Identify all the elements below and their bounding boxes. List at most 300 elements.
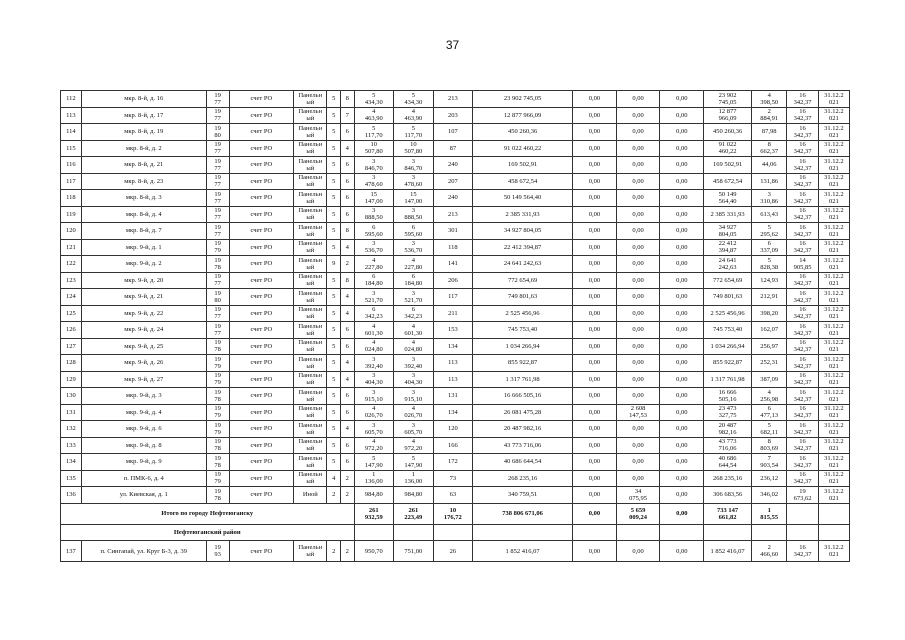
cell-area1: 3 521,70	[354, 289, 394, 306]
cell-wall: Панельн ый	[294, 190, 327, 207]
cell-addr: мкр. 9-й, д. 4	[81, 404, 206, 421]
cell-tot: 24 641 242,63	[704, 256, 752, 273]
cell-area2: 6 184,80	[394, 272, 434, 289]
cell-tot: 40 686 644,54	[704, 454, 752, 471]
cell-addr: мкр. 8-й, д. 2	[81, 140, 206, 157]
cell-res: 240	[433, 157, 473, 174]
cell-area2: 4 463,90	[394, 107, 434, 124]
cell-lim: 16 342,37	[787, 272, 818, 289]
cell-tot: 458 672,54	[704, 173, 752, 190]
cell-per: 2 884,91	[752, 107, 787, 124]
cell-res: 63	[433, 487, 473, 504]
total-tot: 733 147 661,82	[704, 503, 752, 524]
cell-addr: мкр. 9-й, д. 24	[81, 322, 206, 339]
section-empty	[660, 524, 704, 541]
cell-n: 123	[61, 272, 82, 289]
cell-tot: 20 487 982,16	[704, 421, 752, 438]
cell-date: 31.12.2 021	[818, 173, 849, 190]
cell-n: 115	[61, 140, 82, 157]
section-row	[61, 524, 850, 541]
cell-date: 31.12.2 021	[818, 371, 849, 388]
cell-fund: счет РО	[229, 190, 294, 207]
cell-addr: мкр. 8-й, д. 23	[81, 173, 206, 190]
cell-fund: счет РО	[229, 421, 294, 438]
cell-addr: мкр. 9-й, д. 26	[81, 355, 206, 372]
cell-cost: 450 260,36	[473, 124, 573, 141]
total-res: 10 176,72	[433, 503, 473, 524]
cell-area2: 4 601,30	[394, 322, 434, 339]
table-row	[61, 272, 850, 289]
cell-ent: 6	[340, 124, 354, 141]
cell-area1: 1 136,00	[354, 470, 394, 487]
cell-ent: 6	[340, 206, 354, 223]
total-empty	[787, 503, 818, 524]
cell-z2: 0,00	[616, 223, 660, 240]
table-row	[61, 190, 850, 207]
cell-ent: 4	[340, 421, 354, 438]
cell-area2: 984,80	[394, 487, 434, 504]
table-row	[61, 355, 850, 372]
cell-wall: Панельн ый	[294, 541, 327, 562]
cell-tot: 772 654,69	[704, 272, 752, 289]
cell-z2: 0,00	[616, 421, 660, 438]
cell-lim: 16 342,37	[787, 421, 818, 438]
cell-n: 128	[61, 355, 82, 372]
cell-lim: 16 342,37	[787, 140, 818, 157]
cell-ent: 6	[340, 338, 354, 355]
cell-area1: 3 846,70	[354, 157, 394, 174]
cell-lim: 16 342,37	[787, 437, 818, 454]
cell-floors: 5	[327, 107, 341, 124]
cell-cost: 20 487 982,16	[473, 421, 573, 438]
cell-n: 125	[61, 305, 82, 322]
cell-date: 31.12.2 021	[818, 140, 849, 157]
cell-addr: ул. Киевская, д. 1	[81, 487, 206, 504]
cell-cost: 745 753,40	[473, 322, 573, 339]
cell-lim: 16 342,37	[787, 289, 818, 306]
cell-date: 31.12.2 021	[818, 107, 849, 124]
cell-z3: 0,00	[660, 124, 704, 141]
table-row	[61, 437, 850, 454]
cell-wall: Панельн ый	[294, 305, 327, 322]
cell-z2: 0,00	[616, 305, 660, 322]
cell-date: 31.12.2 021	[818, 421, 849, 438]
cell-year: 19 77	[206, 322, 229, 339]
cell-wall: Панельн ый	[294, 91, 327, 108]
cell-n: 134	[61, 454, 82, 471]
cell-area1: 4 024,80	[354, 338, 394, 355]
cell-z2: 0,00	[616, 91, 660, 108]
section-empty	[394, 524, 434, 541]
cell-floors: 2	[327, 541, 341, 562]
cell-z3: 0,00	[660, 338, 704, 355]
cell-cost: 772 654,69	[473, 272, 573, 289]
cell-area1: 3 888,50	[354, 206, 394, 223]
cell-year: 19 80	[206, 289, 229, 306]
cell-cost: 16 666 505,16	[473, 388, 573, 405]
cell-res: 211	[433, 305, 473, 322]
cell-cost: 40 686 644,54	[473, 454, 573, 471]
cell-tot: 2 525 456,96	[704, 305, 752, 322]
cell-area1: 5 117,70	[354, 124, 394, 141]
cell-z3: 0,00	[660, 421, 704, 438]
cell-ent: 6	[340, 157, 354, 174]
cell-fund: счет РО	[229, 388, 294, 405]
cell-wall: Панельн ый	[294, 454, 327, 471]
cell-floors: 5	[327, 173, 341, 190]
cell-per: 124,93	[752, 272, 787, 289]
cell-floors: 5	[327, 305, 341, 322]
cell-area2: 4 024,80	[394, 338, 434, 355]
cell-z3: 0,00	[660, 289, 704, 306]
cell-wall: Панельн ый	[294, 322, 327, 339]
cell-z1: 0,00	[573, 239, 617, 256]
cell-cost: 22 412 394,87	[473, 239, 573, 256]
cell-floors: 5	[327, 157, 341, 174]
cell-floors: 5	[327, 388, 341, 405]
table-row	[61, 371, 850, 388]
section-empty	[704, 524, 752, 541]
cell-cost: 1 852 416,07	[473, 541, 573, 562]
cell-n: 117	[61, 173, 82, 190]
cell-z1: 0,00	[573, 355, 617, 372]
cell-area1: 3 536,70	[354, 239, 394, 256]
cell-ent: 4	[340, 140, 354, 157]
cell-z2: 0,00	[616, 355, 660, 372]
cell-ent: 4	[340, 289, 354, 306]
cell-z3: 0,00	[660, 223, 704, 240]
cell-z2: 0,00	[616, 256, 660, 273]
cell-area1: 5 147,90	[354, 454, 394, 471]
cell-per: 5 828,38	[752, 256, 787, 273]
cell-area1: 15 147,00	[354, 190, 394, 207]
housing-repair-table	[60, 90, 850, 562]
cell-per: 87,98	[752, 124, 787, 141]
cell-area2: 3 404,30	[394, 371, 434, 388]
cell-area2: 4 026,70	[394, 404, 434, 421]
cell-per: 256,97	[752, 338, 787, 355]
cell-lim: 16 342,37	[787, 338, 818, 355]
section-empty	[787, 524, 818, 541]
cell-date: 31.12.2 021	[818, 338, 849, 355]
cell-area2: 5 434,30	[394, 91, 434, 108]
cell-area1: 4 601,30	[354, 322, 394, 339]
cell-res: 207	[433, 173, 473, 190]
cell-area2: 4 972,20	[394, 437, 434, 454]
cell-z1: 0,00	[573, 470, 617, 487]
cell-cost: 23 902 745,05	[473, 91, 573, 108]
cell-tot: 2 385 331,93	[704, 206, 752, 223]
cell-lim: 16 342,37	[787, 322, 818, 339]
cell-z2: 0,00	[616, 272, 660, 289]
cell-n: 126	[61, 322, 82, 339]
cell-fund: счет РО	[229, 437, 294, 454]
cell-cost: 268 235,16	[473, 470, 573, 487]
cell-floors: 5	[327, 338, 341, 355]
cell-per: 8 662,37	[752, 140, 787, 157]
table-body	[61, 91, 850, 562]
cell-z2: 0,00	[616, 470, 660, 487]
cell-per: 131,86	[752, 173, 787, 190]
cell-per: 4 398,50	[752, 91, 787, 108]
table-row	[61, 206, 850, 223]
cell-z1: 0,00	[573, 289, 617, 306]
cell-wall: Панельн ый	[294, 355, 327, 372]
cell-ent: 6	[340, 388, 354, 405]
cell-cost: 12 877 966,09	[473, 107, 573, 124]
cell-addr: мкр. 9-й, д. 20	[81, 272, 206, 289]
cell-per: 7 903,54	[752, 454, 787, 471]
cell-lim: 16 342,37	[787, 454, 818, 471]
cell-z2: 0,00	[616, 338, 660, 355]
cell-tot: 1 852 416,07	[704, 541, 752, 562]
cell-tot: 91 022 460,22	[704, 140, 752, 157]
cell-addr: мкр. 9-й, д. 21	[81, 289, 206, 306]
cell-area2: 5 117,70	[394, 124, 434, 141]
cell-floors: 2	[327, 487, 341, 504]
cell-floors: 5	[327, 371, 341, 388]
cell-z3: 0,00	[660, 206, 704, 223]
cell-addr: мкр. 9-й, д. 1	[81, 239, 206, 256]
cell-res: 301	[433, 223, 473, 240]
cell-z3: 0,00	[660, 541, 704, 562]
cell-year: 19 78	[206, 454, 229, 471]
cell-cost: 24 641 242,63	[473, 256, 573, 273]
cell-wall: Панельн ый	[294, 173, 327, 190]
cell-fund: счет РО	[229, 206, 294, 223]
table-row	[61, 470, 850, 487]
cell-per: 212,91	[752, 289, 787, 306]
cell-tot: 12 877 966,09	[704, 107, 752, 124]
cell-z2: 0,00	[616, 454, 660, 471]
cell-area1: 3 478,60	[354, 173, 394, 190]
cell-n: 130	[61, 388, 82, 405]
table-row	[61, 541, 850, 562]
table-row	[61, 322, 850, 339]
cell-n: 118	[61, 190, 82, 207]
cell-lim: 14 905,85	[787, 256, 818, 273]
cell-date: 31.12.2 021	[818, 487, 849, 504]
table-row	[61, 140, 850, 157]
cell-res: 118	[433, 239, 473, 256]
cell-res: 113	[433, 371, 473, 388]
cell-per: 6 337,09	[752, 239, 787, 256]
cell-date: 31.12.2 021	[818, 470, 849, 487]
cell-floors: 5	[327, 140, 341, 157]
cell-wall: Панельн ый	[294, 388, 327, 405]
cell-per: 2 466,60	[752, 541, 787, 562]
table-row	[61, 454, 850, 471]
cell-z3: 0,00	[660, 470, 704, 487]
cell-res: 166	[433, 437, 473, 454]
cell-date: 31.12.2 021	[818, 124, 849, 141]
cell-ent: 6	[340, 190, 354, 207]
cell-ent: 6	[340, 322, 354, 339]
total-z2: 5 659 009,24	[616, 503, 660, 524]
cell-addr: п. ПМК-6, д. 4	[81, 470, 206, 487]
cell-fund: счет РО	[229, 289, 294, 306]
total-area1: 261 932,59	[354, 503, 394, 524]
cell-z2: 0,00	[616, 388, 660, 405]
cell-n: 119	[61, 206, 82, 223]
cell-date: 31.12.2 021	[818, 454, 849, 471]
cell-date: 31.12.2 021	[818, 239, 849, 256]
total-row	[61, 503, 850, 524]
cell-z1: 0,00	[573, 388, 617, 405]
cell-area2: 3 521,70	[394, 289, 434, 306]
cell-z1: 0,00	[573, 223, 617, 240]
cell-tot: 749 801,63	[704, 289, 752, 306]
cell-area2: 3 888,50	[394, 206, 434, 223]
cell-area1: 6 184,80	[354, 272, 394, 289]
cell-z2: 0,00	[616, 437, 660, 454]
cell-per: 252,31	[752, 355, 787, 372]
cell-ent: 2	[340, 256, 354, 273]
total-z3: 0,00	[660, 503, 704, 524]
cell-addr: мкр. 8-й, д. 17	[81, 107, 206, 124]
cell-per: 236,12	[752, 470, 787, 487]
cell-z3: 0,00	[660, 404, 704, 421]
cell-z2: 0,00	[616, 173, 660, 190]
cell-date: 31.12.2 021	[818, 305, 849, 322]
section-empty	[752, 524, 787, 541]
cell-tot: 745 753,40	[704, 322, 752, 339]
total-area2: 261 223,49	[394, 503, 434, 524]
cell-n: 136	[61, 487, 82, 504]
cell-floors: 5	[327, 454, 341, 471]
cell-per: 387,09	[752, 371, 787, 388]
cell-res: 117	[433, 289, 473, 306]
cell-area1: 10 507,80	[354, 140, 394, 157]
cell-area1: 5 434,30	[354, 91, 394, 108]
cell-area2: 6 342,23	[394, 305, 434, 322]
cell-cost: 458 672,54	[473, 173, 573, 190]
section-empty	[354, 524, 394, 541]
cell-fund: счет РО	[229, 107, 294, 124]
cell-year: 19 77	[206, 107, 229, 124]
cell-area2: 3 392,40	[394, 355, 434, 372]
cell-cost: 2 385 331,93	[473, 206, 573, 223]
cell-year: 19 77	[206, 157, 229, 174]
cell-res: 206	[433, 272, 473, 289]
cell-lim: 16 342,37	[787, 173, 818, 190]
cell-res: 203	[433, 107, 473, 124]
cell-year: 19 77	[206, 173, 229, 190]
cell-tot: 23 902 745,05	[704, 91, 752, 108]
cell-fund: счет РО	[229, 256, 294, 273]
table-row	[61, 404, 850, 421]
cell-tot: 450 260,36	[704, 124, 752, 141]
cell-wall: Панельн ый	[294, 239, 327, 256]
section-title: Нефтеюганский район	[61, 524, 355, 541]
cell-area1: 3 392,40	[354, 355, 394, 372]
cell-area1: 6 342,23	[354, 305, 394, 322]
cell-floors: 5	[327, 190, 341, 207]
cell-lim: 16 342,37	[787, 404, 818, 421]
cell-wall: Панельн ый	[294, 107, 327, 124]
table-row	[61, 124, 850, 141]
cell-date: 31.12.2 021	[818, 256, 849, 273]
cell-fund: счет РО	[229, 173, 294, 190]
cell-lim: 16 342,37	[787, 470, 818, 487]
cell-z3: 0,00	[660, 190, 704, 207]
cell-ent: 4	[340, 239, 354, 256]
cell-z1: 0,00	[573, 140, 617, 157]
cell-date: 31.12.2 021	[818, 91, 849, 108]
cell-res: 213	[433, 206, 473, 223]
cell-lim: 16 342,37	[787, 190, 818, 207]
section-empty	[433, 524, 473, 541]
cell-z1: 0,00	[573, 454, 617, 471]
cell-cost: 26 081 475,28	[473, 404, 573, 421]
cell-addr: п. Сингапай, ул. Круг Б-3, д. 39	[81, 541, 206, 562]
cell-floors: 5	[327, 322, 341, 339]
cell-n: 124	[61, 289, 82, 306]
cell-lim: 16 342,37	[787, 107, 818, 124]
cell-res: 73	[433, 470, 473, 487]
cell-year: 19 78	[206, 487, 229, 504]
cell-addr: мкр. 9-й, д. 8	[81, 437, 206, 454]
cell-fund: счет РО	[229, 124, 294, 141]
cell-z3: 0,00	[660, 487, 704, 504]
cell-res: 113	[433, 355, 473, 372]
cell-res: 120	[433, 421, 473, 438]
cell-floors: 5	[327, 239, 341, 256]
cell-area2: 6 595,60	[394, 223, 434, 240]
cell-floors: 5	[327, 91, 341, 108]
cell-cost: 340 759,51	[473, 487, 573, 504]
cell-addr: мкр. 9-й, д. 6	[81, 421, 206, 438]
cell-n: 133	[61, 437, 82, 454]
cell-per: 5 682,11	[752, 421, 787, 438]
cell-tot: 16 666 505,16	[704, 388, 752, 405]
cell-year: 19 77	[206, 223, 229, 240]
table-row	[61, 173, 850, 190]
cell-z3: 0,00	[660, 173, 704, 190]
cell-wall: Панельн ый	[294, 371, 327, 388]
cell-fund: счет РО	[229, 541, 294, 562]
cell-area2: 3 536,70	[394, 239, 434, 256]
cell-n: 127	[61, 338, 82, 355]
cell-z3: 0,00	[660, 355, 704, 372]
cell-year: 19 79	[206, 239, 229, 256]
cell-cost: 43 773 716,06	[473, 437, 573, 454]
cell-ent: 6	[340, 454, 354, 471]
cell-cost: 749 801,63	[473, 289, 573, 306]
cell-floors: 5	[327, 206, 341, 223]
cell-year: 19 77	[206, 140, 229, 157]
cell-floors: 5	[327, 404, 341, 421]
cell-year: 19 78	[206, 437, 229, 454]
table-row	[61, 239, 850, 256]
cell-wall: Панельн ый	[294, 140, 327, 157]
cell-tot: 306 683,56	[704, 487, 752, 504]
cell-res: 87	[433, 140, 473, 157]
cell-area1: 3 404,30	[354, 371, 394, 388]
cell-z1: 0,00	[573, 206, 617, 223]
cell-z2: 0,00	[616, 157, 660, 174]
cell-addr: мкр. 8-й, д. 7	[81, 223, 206, 240]
cell-res: 107	[433, 124, 473, 141]
cell-wall: Панельн ый	[294, 470, 327, 487]
table-row	[61, 305, 850, 322]
cell-wall: Иной	[294, 487, 327, 504]
cell-z2: 0,00	[616, 107, 660, 124]
cell-z1: 0,00	[573, 437, 617, 454]
cell-res: 26	[433, 541, 473, 562]
cell-area1: 6 595,60	[354, 223, 394, 240]
cell-res: 240	[433, 190, 473, 207]
